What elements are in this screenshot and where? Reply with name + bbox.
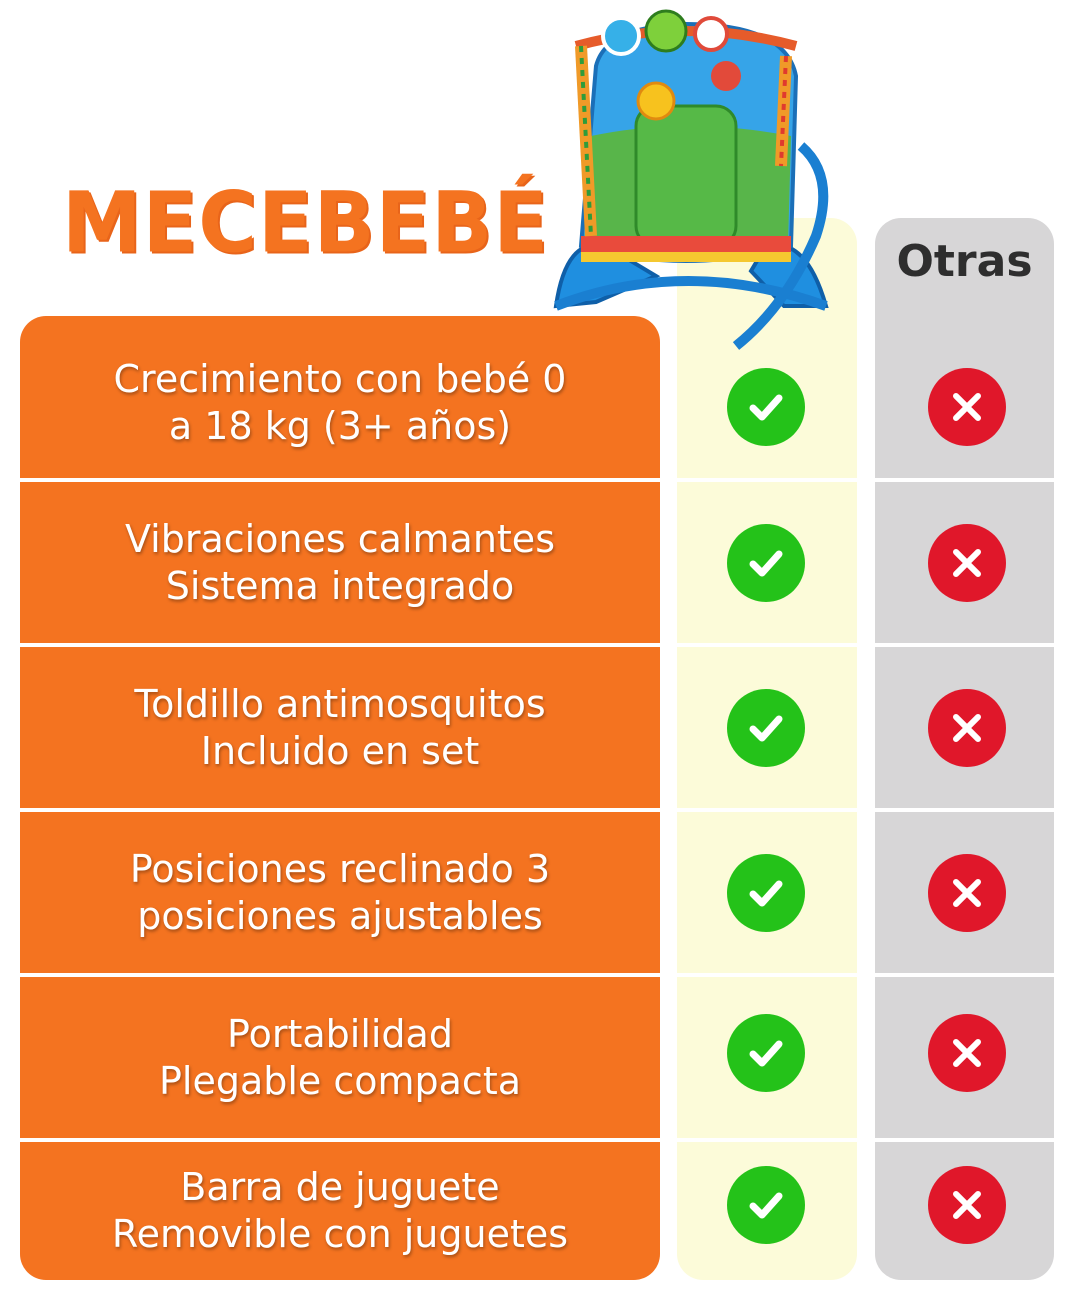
feature-line-1: Toldillo antimosquitos bbox=[134, 682, 546, 726]
feature-row-toy-bar bbox=[20, 1130, 660, 1292]
feature-line-1: Vibraciones calmantes bbox=[125, 517, 555, 561]
feature-line-1: Portabilidad bbox=[227, 1012, 453, 1056]
cross-icon bbox=[928, 854, 1006, 932]
feature-line-2: a 18 kg (3+ años) bbox=[168, 404, 512, 448]
feature-line-2: Plegable compacta bbox=[158, 1059, 522, 1103]
feature-line-2: posiciones ajustables bbox=[137, 894, 543, 938]
feature-line-2: Incluido en set bbox=[200, 729, 480, 773]
check-icon bbox=[727, 524, 805, 602]
brand-title: MECEBEBÉ bbox=[62, 173, 549, 272]
feature-row-portability bbox=[20, 977, 660, 1139]
feature-line-2: Removible con juguetes bbox=[111, 1212, 569, 1256]
feature-row-mosquito-net bbox=[20, 647, 660, 809]
feature-line-2: Sistema integrado bbox=[165, 564, 515, 608]
cross-icon bbox=[928, 689, 1006, 767]
cross-icon bbox=[928, 1014, 1006, 1092]
cross-icon bbox=[928, 524, 1006, 602]
feature-line-1: Posiciones reclinado 3 bbox=[129, 847, 551, 891]
cross-icon bbox=[928, 368, 1006, 446]
feature-row-growth bbox=[20, 322, 660, 484]
check-icon bbox=[727, 854, 805, 932]
check-icon bbox=[727, 368, 805, 446]
check-icon bbox=[727, 1166, 805, 1244]
check-icon bbox=[727, 1014, 805, 1092]
feature-line-1: Crecimiento con bebé 0 bbox=[113, 357, 567, 401]
feature-row-vibration bbox=[20, 482, 660, 644]
baby-rocker-chair-illustration bbox=[536, 6, 836, 358]
cross-icon bbox=[928, 1166, 1006, 1244]
check-icon bbox=[727, 689, 805, 767]
feature-row-recline bbox=[20, 812, 660, 974]
otras-column-header: Otras bbox=[896, 236, 1033, 287]
feature-line-1: Barra de juguete bbox=[180, 1165, 500, 1209]
